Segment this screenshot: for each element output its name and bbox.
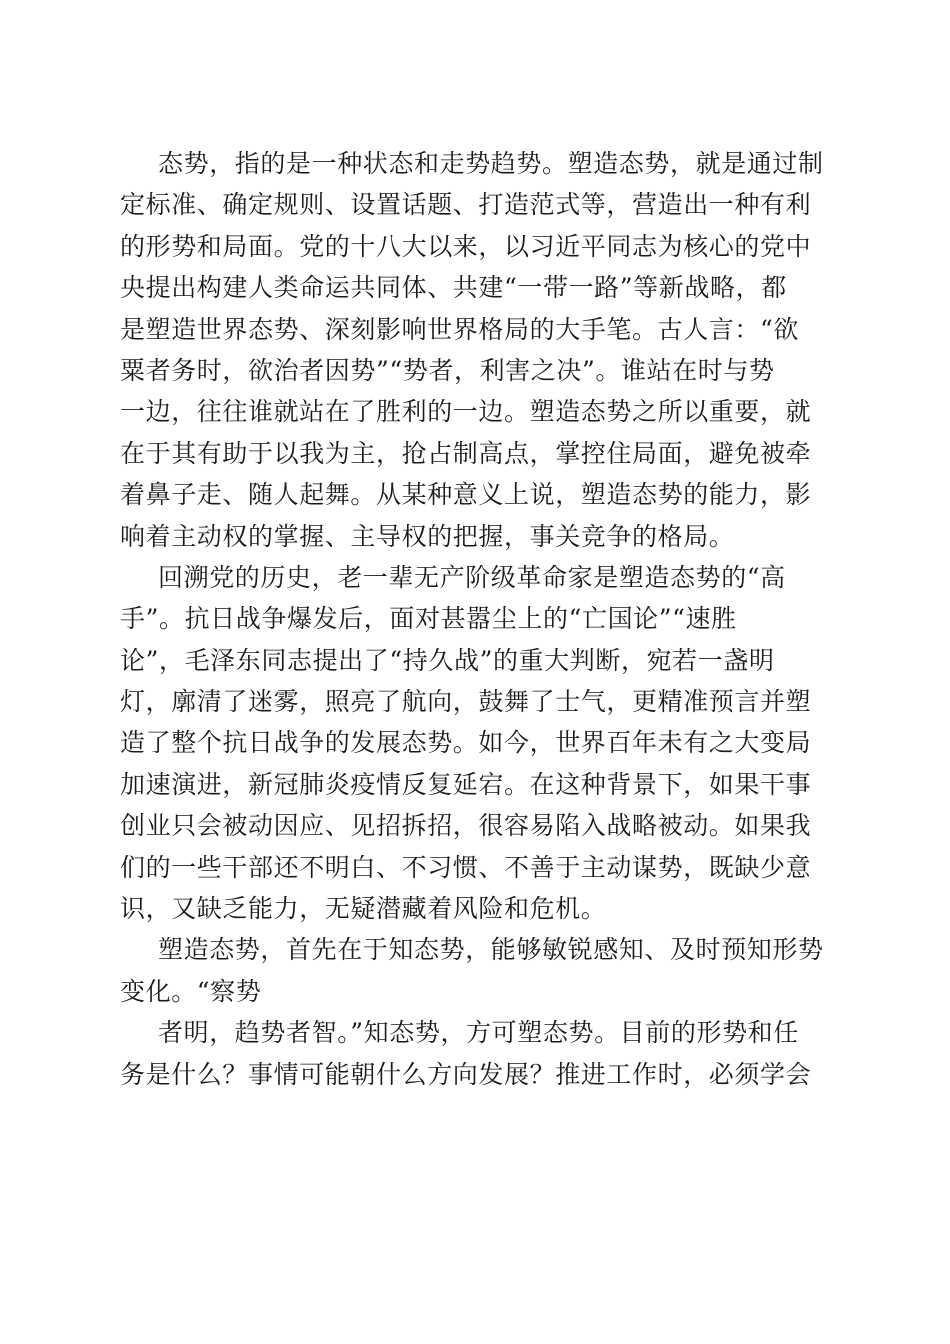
paragraph-3-line-1: 塑造态势，首先在于知态势，能够敏锐感知、及时预知形势 — [158, 935, 824, 965]
paragraph-1-line-6: 粟者务时，欲治者因势”“势者，利害之决”。谁站在时与势 — [120, 355, 775, 385]
body-text — [120, 143, 830, 1095]
paragraph-2-line-6: 加速演进，新冠肺炎疫情反复延宕。在这种背景下，如果干事 — [120, 769, 812, 799]
paragraph-1-line-7: 一边，往往谁就站在了胜利的一边。塑造态势之所以重要，就 — [120, 397, 812, 427]
paragraph-2-line-4: 灯，廓清了迷雾，照亮了航向，鼓舞了士气，更精准预言并塑 — [120, 687, 812, 717]
paragraph-2-line-8: 们的一些干部还不明白、不习惯、不善于主动谋势，既缺少意 — [120, 852, 812, 882]
paragraph-4-line-2: 务是什么？事情可能朝什么方向发展？推进工作时，必须学会 — [120, 1059, 812, 1089]
paragraph-2-line-5: 造了整个抗日战争的发展态势。如今，世界百年未有之大变局 — [120, 728, 812, 758]
paragraph-4-line-1: 者明，趋势者智。”知态势，方可塑态势。目前的形势和任 — [158, 1018, 799, 1048]
paragraph-1-line-2: 定标准、确定规则、设置话题、打造范式等，营造出一种有利 — [120, 190, 812, 220]
paragraph-1-line-5: 是塑造世界态势、深刻影响世界格局的大手笔。古人言：“欲 — [120, 314, 799, 344]
paragraph-1-line-9: 着鼻子走、随人起舞。从某种意义上说，塑造态势的能力，影 — [120, 480, 812, 510]
paragraph-1-line-4: 央提出构建人类命运共同体、共建“一带一路”等新战略，都 — [120, 273, 787, 303]
paragraph-1-line-8: 在于其有助于以我为主，抢占制高点，掌控住局面，避免被牵 — [120, 438, 812, 468]
paragraph-2-line-1: 回溯党的历史，老一辈无产阶级革命家是塑造态势的“高 — [158, 562, 786, 592]
paragraph-2-line-9: 识，又缺乏能力，无疑潜藏着风险和危机。 — [120, 894, 607, 924]
paragraph-3-line-2: 变化。“察势 — [120, 976, 262, 1006]
paragraph-2-line-2: 手”。抗日战争爆发后，面对甚嚣尘上的“亡国论”“速胜 — [120, 604, 737, 634]
paragraph-2-line-7: 创业只会被动因应、见招拆招，很容易陷入战略被动。如果我 — [120, 811, 812, 841]
paragraph-2-line-3: 论”，毛泽东同志提出了“持久战”的重大判断，宛若一盏明 — [120, 645, 775, 675]
paragraph-1-line-3: 的形势和局面。党的十八大以来，以习近平同志为核心的党中 — [120, 231, 812, 261]
paragraph-1-line-10: 响着主动权的掌握、主导权的把握，事关竞争的格局。 — [120, 521, 735, 551]
paragraph-1-line-1: 态势，指的是一种状态和走势趋势。塑造态势，就是通过制 — [158, 149, 824, 178]
